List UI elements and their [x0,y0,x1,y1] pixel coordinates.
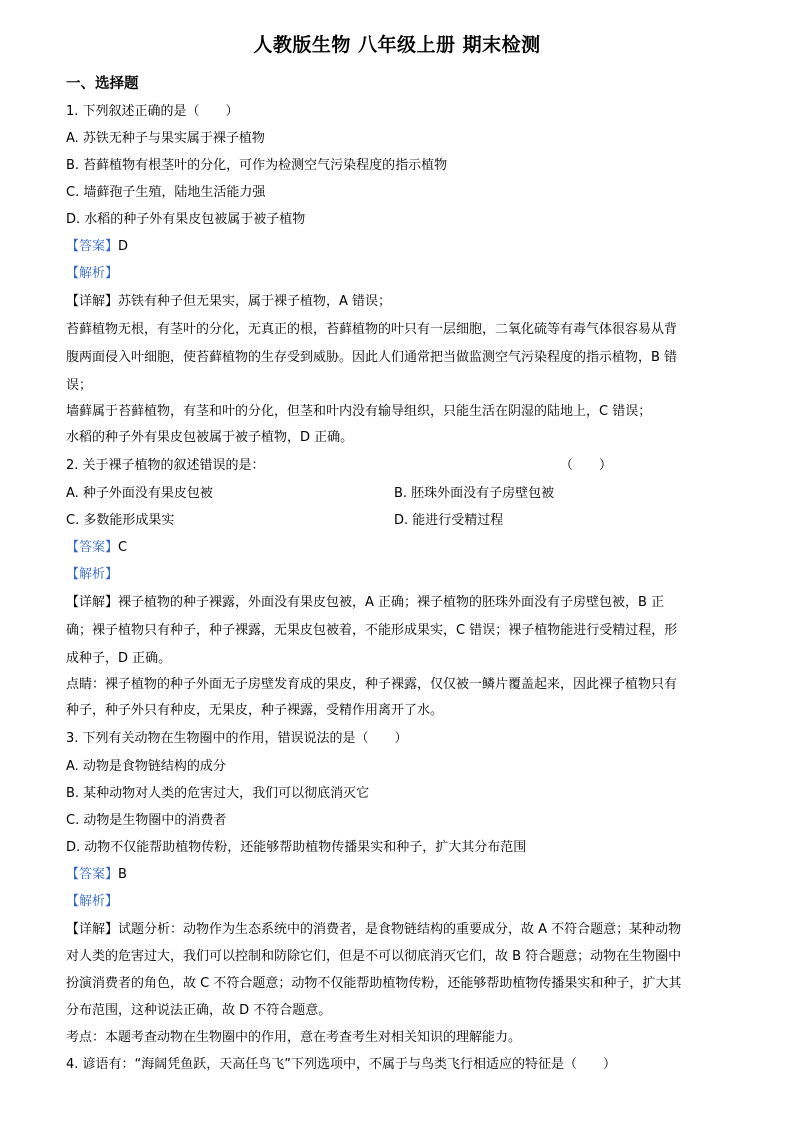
q3-option-c: C. 动物是生物圈中的消费者 [66,813,227,828]
q3-detail [66,918,681,937]
q2-detail [66,591,664,610]
detail-label: 【详解】 [66,922,119,937]
detail-label: 【详解】 [66,595,119,610]
answer-label: 【答案】 [66,239,119,254]
q3-explain-line: 分布范围，这种说法正确，故 D 不符合题意。 [66,1003,332,1018]
q3-option-b: B. 某种动物对人类的危害过大，我们可以彻底消灭它 [66,786,370,801]
q2-option-c: C. 多数能形成果实 [66,513,175,528]
q1-explain-line: 腹两面侵入叶细胞，使苔藓植物的生存受到威胁。因此人们通常把当做监测空气污染程度的指示植物，B 错 [66,350,678,365]
q2-analysis-label: 【解析】 [66,567,119,582]
q2-explain-line: 确；裸子植物只有种子，种子裸露，无果皮包被着，不能形成果实，C 错误；裸子植物能进行受精过程，形 [66,623,678,638]
q3-point: 考点：本题考查动物在生物圈中的作用，意在考查考生对相关知识的理解能力。 [66,1030,522,1045]
q1-answer-value: D [118,239,129,254]
q1-detail [66,290,391,309]
answer-label: 【答案】 [66,867,119,882]
q4-stem: 4. 谚语有：“海阔凭鱼跃，天高任鸟飞”下列选项中，不属于与鸟类飞行相适应的特征是（ ） [66,1057,617,1072]
q3-stem: 3. 下列有关动物在生物圈中的作用，错误说法的是（ ） [66,731,408,746]
q1-option-a: A. 苏铁无种子与果实属于裸子植物 [66,131,265,146]
q2-answer-blank: （ ） [560,458,613,473]
q1-option-b: B. 苔藓植物有根茎叶的分化，可作为检测空气污染程度的指示植物 [66,158,448,173]
q2-note-line: 点睛：裸子植物的种子外面无子房壁发育成的果皮，种子裸露，仅仅被一鳞片覆盖起来，因此裸子植物只有 [66,677,678,692]
q3-option-a: A. 动物是食物链结构的成分 [66,759,226,774]
q1-analysis-label: 【解析】 [66,266,119,281]
q3-explain-line: 对人类的危害过大，我们可以控制和防除它们，但是不可以彻底消灭它们，故 B 符合题意；动物在生物圈中 [66,949,682,964]
page-title: 人教版生物 八年级上册 期末检测 [253,34,541,56]
q1-detail-text: 苏铁有种子但无果实，属于裸子植物，A 错误； [118,294,392,309]
q1-explain-line: 墙藓属于苔藓植物，有茎和叶的分化，但茎和叶内没有输导组织，只能生活在阴湿的陆地上，C 错误； [66,404,652,419]
q2-answer [66,536,127,555]
q3-answer-value: B [118,867,127,882]
answer-label: 【答案】 [66,540,119,555]
q1-stem: 1. 下列叙述正确的是（ ） [66,104,239,119]
q2-stem: 2. 关于裸子植物的叙述错误的是： [66,458,265,473]
q1-option-c: C. 墙藓孢子生殖，陆地生活能力强 [66,185,266,200]
section-heading: 一、选择题 [66,76,139,92]
q1-option-d: D. 水稻的种子外有果皮包被属于被子植物 [66,212,306,227]
q2-detail-text: 裸子植物的种子裸露，外面没有果皮包被，A 正确；裸子植物的胚珠外面没有子房壁包被，B 正 [118,595,665,610]
q2-option-a: A. 种子外面没有果皮包被 [66,486,213,501]
q2-answer-value: C [118,540,128,555]
q1-explain-line: 苔藓植物无根，有茎叶的分化，无真正的根，苔藓植物的叶只有一层细胞，二氧化硫等有毒气体很容易从背 [66,322,678,337]
q3-explain-line: 扮演消费者的角色，故 C 不符合题意；动物不仅能帮助植物传粉，还能够帮助植物传播果实和种子，扩大其 [66,976,682,991]
q2-option-d: D. 能进行受精过程 [394,513,504,528]
q2-explain-line: 成种子，D 正确。 [66,651,172,666]
q1-explain-line: 水稻的种子外有果皮包被属于被子植物，D 正确。 [66,430,354,445]
q3-analysis-label: 【解析】 [66,894,119,909]
q1-answer [66,235,128,254]
q3-answer [66,863,127,882]
q3-detail-text: 试题分析：动物作为生态系统中的消费者，是食物链结构的重要成分，故 A 不符合题意；某种动物 [118,922,682,937]
q2-option-b: B. 胚珠外面没有子房壁包被 [394,486,555,501]
detail-label: 【详解】 [66,294,119,309]
q1-explain-line: 误； [66,378,93,393]
q2-note-line: 种子，种子外只有种皮，无果皮，种子裸露，受精作用离开了水。 [66,703,444,718]
q3-option-d: D. 动物不仅能帮助植物传粉，还能够帮助植物传播果实和种子，扩大其分布范围 [66,840,527,855]
